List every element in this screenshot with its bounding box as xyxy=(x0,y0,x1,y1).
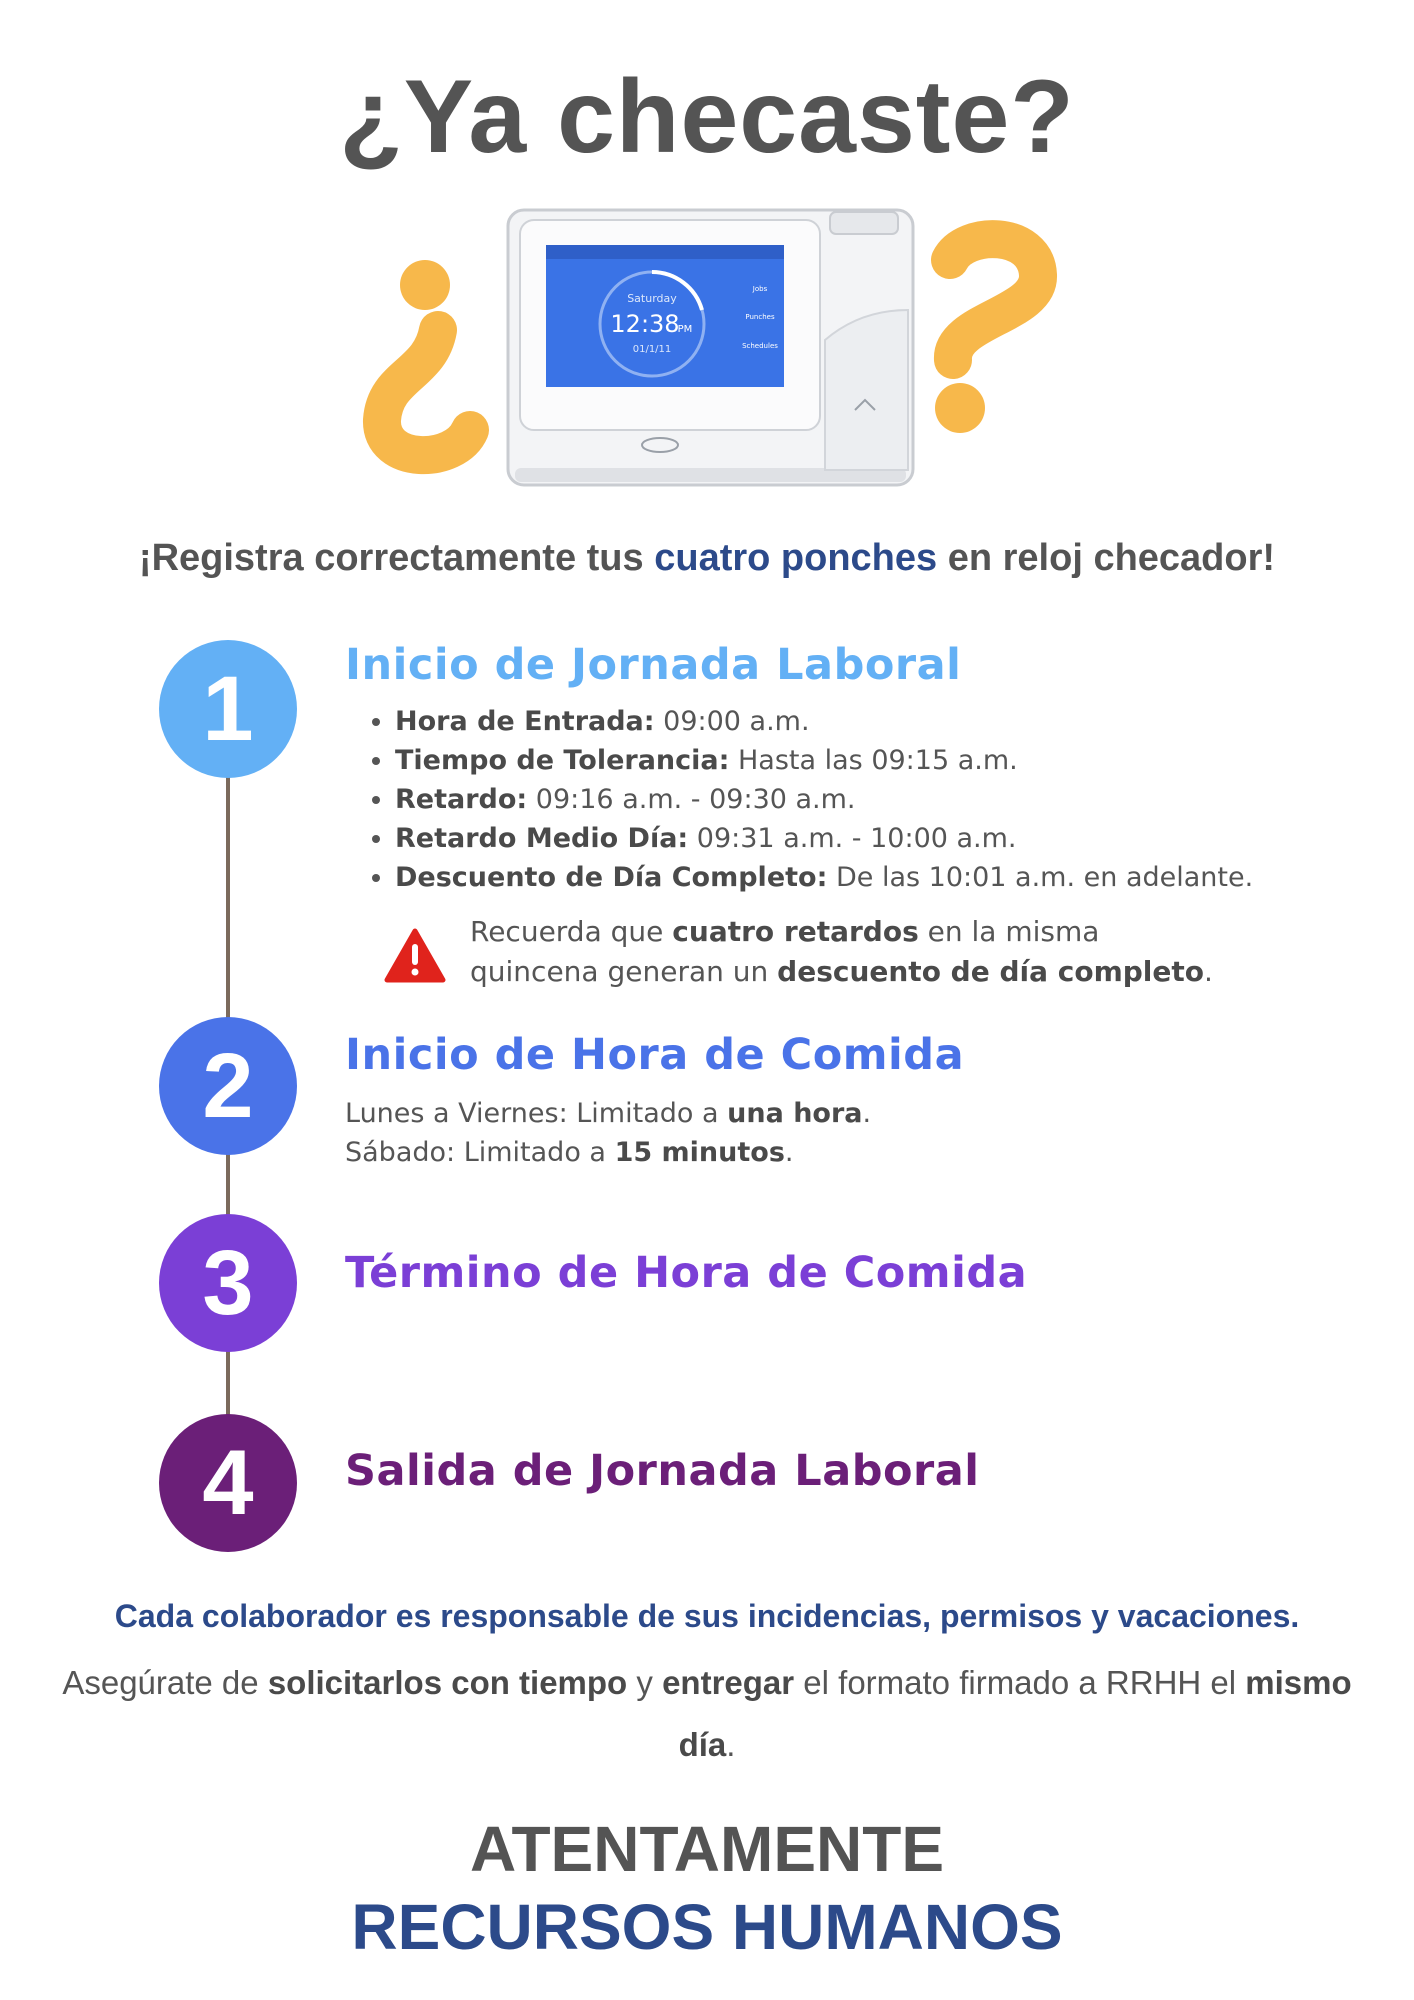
signature-department: RECURSOS HUMANOS xyxy=(351,1891,1063,1963)
step-1-rules xyxy=(345,702,1253,897)
rule-item xyxy=(395,858,1253,897)
step-1-circle xyxy=(159,640,297,778)
warning-text-part: quincena generan un xyxy=(470,955,778,988)
screen-menu-punches: Punches xyxy=(745,313,775,321)
warning-text-part: . xyxy=(1204,955,1213,988)
rule-value: Hasta las 09:15 a.m. xyxy=(729,745,1018,776)
lunch-saturday-line xyxy=(345,1133,871,1172)
step-4-title: Salida de Jornada Laboral xyxy=(345,1446,980,1496)
step-4-number: 4 xyxy=(202,1431,254,1534)
rule-label: Hora de Entrada: xyxy=(395,706,655,737)
screen-menu-schedules: Schedules xyxy=(742,342,778,350)
warning-text-part: Recuerda que xyxy=(470,915,673,948)
warning-text xyxy=(470,912,1213,992)
step-2-details xyxy=(345,1094,871,1172)
rule-label: Tiempo de Tolerancia: xyxy=(395,745,730,776)
lunch-saturday-end: . xyxy=(784,1137,794,1168)
rule-value: De las 10:01 a.m. en adelante. xyxy=(827,862,1254,893)
step-2-title: Inicio de Hora de Comida xyxy=(345,1030,965,1080)
step-3-circle xyxy=(159,1214,297,1352)
rule-value: 09:00 a.m. xyxy=(654,706,810,737)
time-clock-illustration xyxy=(360,200,1080,500)
step-2-circle xyxy=(159,1017,297,1155)
rule-item xyxy=(395,741,1253,780)
subtitle-before: ¡Registra correctamente tus xyxy=(138,537,655,579)
rule-label: Descuento de Día Completo: xyxy=(395,862,828,893)
warning-icon xyxy=(384,928,446,984)
question-mark-icon xyxy=(935,239,1038,433)
lunch-weekday-limit: una hora xyxy=(727,1098,863,1129)
note-text: . xyxy=(726,1726,736,1763)
rule-item xyxy=(395,780,1253,819)
note-text: Asegúrate de xyxy=(62,1664,268,1701)
screen-menu-jobs: Jobs xyxy=(752,285,768,293)
signature-closing: ATENTAMENTE xyxy=(469,1813,945,1885)
subtitle xyxy=(0,537,1414,580)
step-2-number: 2 xyxy=(202,1034,254,1137)
time-clock-device xyxy=(508,210,913,485)
subtitle-highlight: cuatro ponches xyxy=(654,537,938,579)
rule-value: 09:31 a.m. - 10:00 a.m. xyxy=(688,823,1017,854)
responsibility-note: Cada colaborador es responsable de sus incidencias, permisos y vacaciones. xyxy=(114,1598,1300,1634)
note-bold: mismo día xyxy=(678,1664,1352,1763)
lunch-weekday-line xyxy=(345,1094,871,1133)
rule-value: 09:16 a.m. - 09:30 a.m. xyxy=(527,784,856,815)
note-text: el formato firmado a RRHH el xyxy=(794,1664,1246,1701)
note-bold: entregar xyxy=(662,1664,795,1701)
page-title: ¿Ya checaste? xyxy=(339,59,1075,175)
rule-item xyxy=(395,819,1253,858)
warning-bold-part: cuatro retardos xyxy=(672,915,919,948)
submission-note xyxy=(60,1652,1354,1776)
step-3-title: Término de Hora de Comida xyxy=(345,1248,1028,1298)
hero-illustration xyxy=(360,200,1080,500)
screen-day: Saturday xyxy=(627,292,677,305)
lunch-weekday-text: Lunes a Viernes: Limitado a xyxy=(345,1098,728,1129)
note-bold: solicitarlos con tiempo xyxy=(267,1664,628,1701)
rule-label: Retardo Medio Día: xyxy=(395,823,689,854)
screen-ampm: PM xyxy=(677,324,693,335)
rule-item xyxy=(395,702,1253,741)
warning-line-2 xyxy=(470,952,1213,992)
note-text: y xyxy=(627,1664,663,1701)
lunch-weekday-end: . xyxy=(862,1098,872,1129)
rule-label: Retardo: xyxy=(395,784,528,815)
inverted-question-mark-icon xyxy=(382,260,470,455)
step-3-number: 3 xyxy=(202,1231,254,1334)
step-4-circle xyxy=(159,1414,297,1552)
warning-text-part: en la misma xyxy=(918,915,1100,948)
subtitle-after: en reloj checador! xyxy=(937,537,1276,579)
warning-bold-part: descuento de día completo xyxy=(777,955,1205,988)
warning-line-1 xyxy=(470,912,1213,952)
screen-time: 12:38 xyxy=(610,310,680,338)
step-1-number: 1 xyxy=(202,657,254,760)
lunch-saturday-limit: 15 minutos xyxy=(614,1137,785,1168)
lunch-saturday-text: Sábado: Limitado a xyxy=(345,1137,615,1168)
screen-date: 01/1/11 xyxy=(632,344,672,355)
step-1-title: Inicio de Jornada Laboral xyxy=(345,640,962,690)
